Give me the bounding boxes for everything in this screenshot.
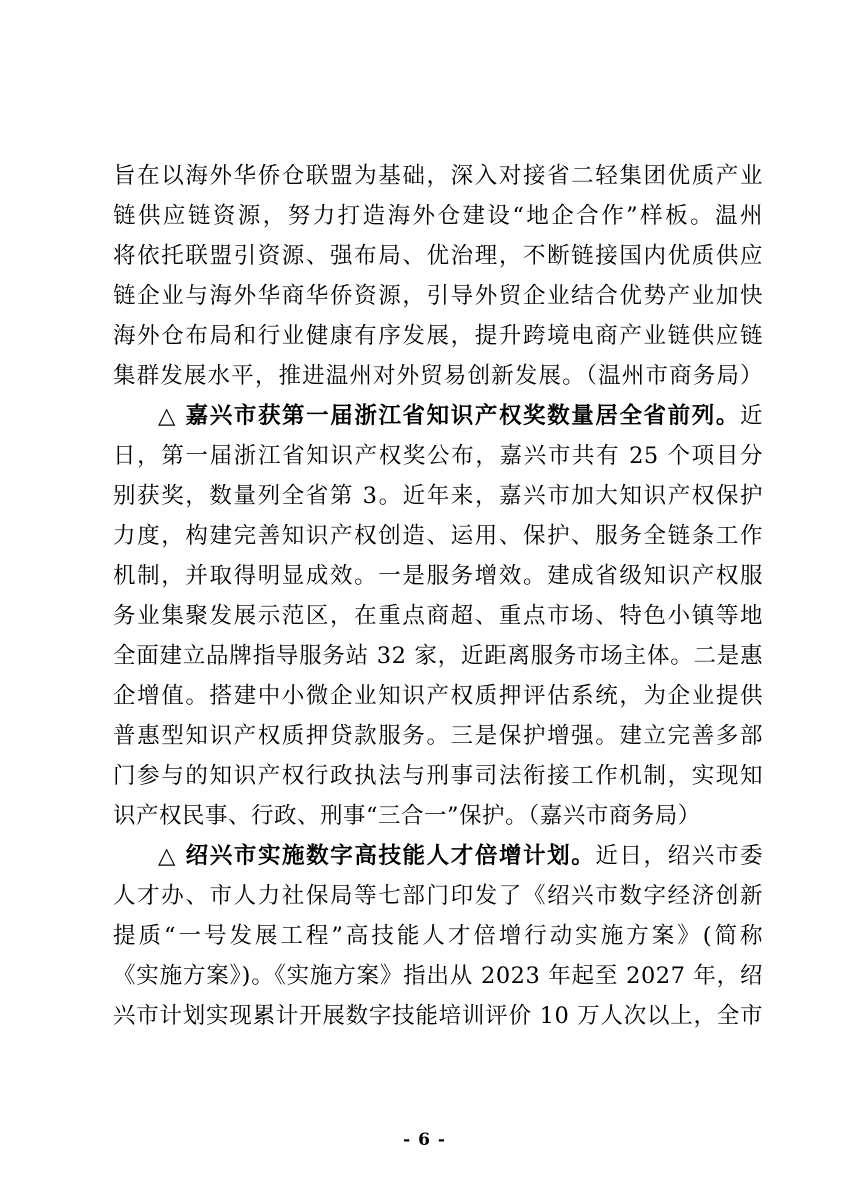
document-line: [113, 556, 763, 596]
document-line: [113, 756, 763, 796]
item-title-text: 嘉兴市获第一届浙江省知识产权奖数量居全省前列。: [185, 403, 740, 429]
body-text: 识产权民事、行政、刑事“三合一”保护。（嘉兴市商务局）: [113, 803, 701, 829]
document-line: [113, 276, 763, 316]
body-text: 链企业与海外华商华侨资源，引导外贸企业结合优势产业加快: [113, 283, 763, 309]
body-text: 兴市计划实现累计开展数字技能培训评价 10 万人次以上，全市: [113, 1003, 763, 1029]
paragraph: [113, 396, 763, 836]
body-text: 人才办、市人力社保局等七部门印发了《绍兴市数字经济创新: [113, 883, 763, 909]
body-text: 门参与的知识产权行政执法与刑事司法衔接工作机制，实现知: [113, 763, 763, 789]
document-line: [113, 636, 763, 676]
document-line: [113, 716, 763, 756]
document-line: [113, 516, 763, 556]
body-text: 力度，构建完善知识产权创造、运用、保护、服务全链条工作: [113, 523, 763, 549]
document-line: [113, 396, 763, 436]
document-line: [113, 876, 763, 916]
document-line: [113, 436, 763, 476]
body-text: 将依托联盟引资源、强布局、优治理，不断链接国内优质供应: [113, 243, 763, 269]
body-text: △: [158, 403, 186, 429]
body-text: 提质“一号发展工程”高技能人才倍增行动实施方案》(简称: [113, 923, 763, 949]
document-body: [113, 156, 763, 1036]
document-line: [113, 836, 763, 876]
document-line: [113, 596, 763, 636]
document-line: [113, 996, 763, 1036]
body-text: 别获奖，数量列全省第 3。近年来，嘉兴市加大知识产权保护: [113, 483, 763, 509]
document-line: [113, 236, 763, 276]
document-line: [113, 476, 763, 516]
item-title-text: 绍兴市实施数字高技能人才倍增计划。: [185, 843, 596, 869]
body-text: 链供应链资源，努力打造海外仓建设“地企合作”样板。温州: [113, 203, 763, 229]
paragraph: [113, 836, 763, 1036]
document-line: [113, 316, 763, 356]
paragraph: [113, 156, 763, 396]
body-text: 集群发展水平，推进温州对外贸易创新发展。（温州市商务局）: [113, 363, 763, 389]
body-text: 全面建立品牌指导服务站 32 家，近距离服务市场主体。二是惠: [113, 643, 763, 669]
page-number: - 6 -: [403, 1130, 446, 1150]
body-text: 近: [739, 403, 763, 429]
body-text: △: [158, 843, 186, 869]
body-text: 海外仓布局和行业健康有序发展，提升跨境电商产业链供应链: [113, 323, 763, 349]
document-line: [113, 956, 763, 996]
body-text: 近日，绍兴市委: [595, 843, 763, 869]
body-text: 机制，并取得明显成效。一是服务增效。建成省级知识产权服: [113, 563, 763, 589]
document-line: [113, 196, 763, 236]
document-line: [113, 156, 763, 196]
body-text: 日，第一届浙江省知识产权奖公布，嘉兴市共有 25 个项目分: [113, 443, 763, 469]
body-text: 《实施方案》)。《实施方案》指出从 2023 年起至 2027 年，绍: [113, 963, 763, 989]
body-text: 企增值。搭建中小微企业知识产权质押评估系统，为企业提供: [113, 683, 763, 709]
body-text: 旨在以海外华侨仓联盟为基础，深入对接省二轻集团优质产业: [113, 163, 763, 189]
body-text: 普惠型知识产权质押贷款服务。三是保护增强。建立完善多部: [113, 723, 763, 749]
document-line: [113, 676, 763, 716]
document-line: [113, 796, 763, 836]
document-line: [113, 356, 763, 396]
document-line: [113, 916, 763, 956]
body-text: 务业集聚发展示范区，在重点商超、重点市场、特色小镇等地: [113, 603, 763, 629]
